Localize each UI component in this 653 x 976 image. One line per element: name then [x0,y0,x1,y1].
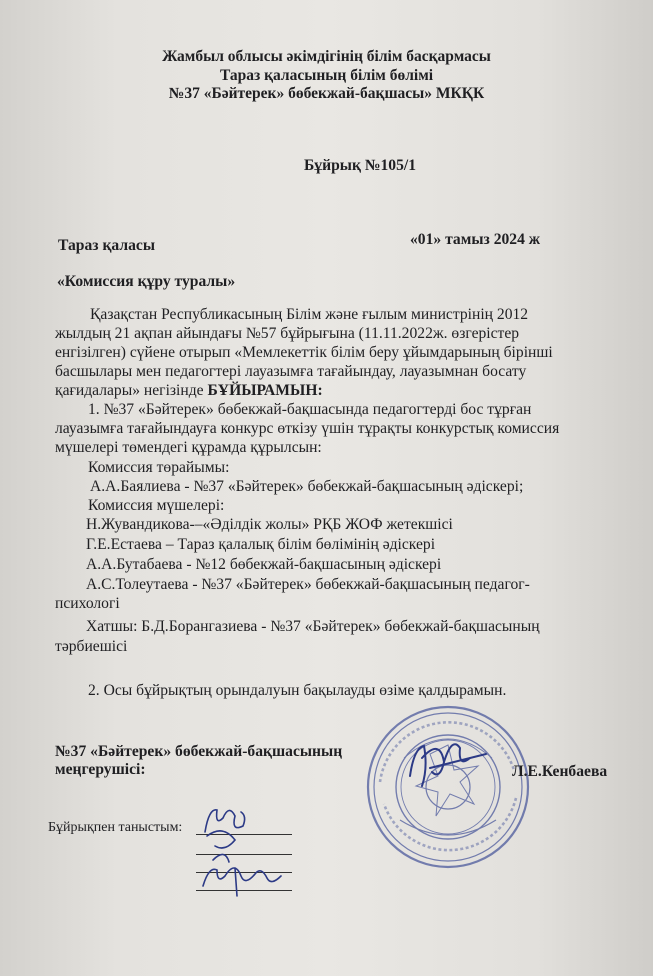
header-line-2: Тараз қаласының білім бөлімі [219,67,434,84]
member-entry-continued: психологі [55,595,120,612]
order-title: Бұйрық №105/1 [304,157,417,174]
order-date: «01» тамыз 2024 ж [410,231,541,248]
signatory-position-1: №37 «Бәйтерек» бөбекжай-бақшасының [55,743,343,760]
item1-line-2: лауазымға тағайындауға конкурс өткізу үшін тұрақты конкурстық комиссия [55,420,560,437]
order-subject: «Комиссия құру туралы» [57,273,236,290]
signatory-name: Л.Е.Кенбаева [512,763,608,780]
intro-line-2: жылдың 21 ақпан айындағы №57 бұйрығына (11.11.2022ж. өзгерістер [55,325,520,342]
intro-line-5 [55,381,323,400]
place: Тараз қаласы [58,237,156,254]
member-entry: А.С.Толеутаева - №37 «Бәйтерек» бөбекжай-бақшасының педагог- [86,576,530,593]
item1-line-3: мүшелері төмендегі құрамда құрылсын: [55,439,322,456]
secretary-line-2: тәрбиешісі [55,638,128,655]
secretary-line-1: Хатшы: Б.Д.Борангазиева - №37 «Бәйтерек» бөбекжай-бақшасының [86,618,540,635]
intro-line-3: енгізілген) сүйене отырып «Мемлекеттік білім беру ұйымдарының бірінші [55,344,553,361]
signatory-position-2: меңгерушісі: [55,761,146,778]
intro-last-prefix: қағидалары» негізінде [55,382,208,399]
chair-label: Комиссия төрайымы: [88,459,230,476]
item1-line-1: 1. №37 «Бәйтерек» бөбекжай-бақшасында педагогтерді бос тұрған [88,401,532,418]
intro-line-4: басшылары мен педагогтері лауазымға тағайындау, лауазымнан босату [55,363,527,380]
header-line-1: Жамбыл облысы әкімдігінің білім басқармасы [162,48,491,65]
members-label: Комиссия мүшелері: [88,497,225,514]
intro-line-1: Қазақстан Республикасының Білім және ғылым министрінің 2012 [90,306,529,323]
header-line-3: №37 «Бәйтерек» бөбекжай-бақшасы» МКҚК [168,85,485,102]
chair-entry: А.А.Баялиева - №37 «Бәйтерек» бөбекжай-бақшасының әдіскері; [90,478,524,495]
acquaintance-signatures [195,796,305,896]
member-entry: Н.Жувандикова-–«Әділдік жолы» РҚБ ЖОФ жетекшісі [86,516,453,533]
decree-word: БҰЙЫРАМЫН: [207,382,323,399]
director-signature [400,728,520,798]
acquainted-label: Бұйрықпен таныстым: [48,820,183,835]
member-entry: А.А.Бутабаева - №12 бөбекжай-бақшасының әдіскері [86,556,442,573]
item2: 2. Осы бұйрықтың орындалуын бақылауды өзіме қалдырамын. [88,682,507,699]
member-entry: Г.Е.Естаева – Тараз қалалық білім бөлімінің әдіскері [86,536,436,553]
